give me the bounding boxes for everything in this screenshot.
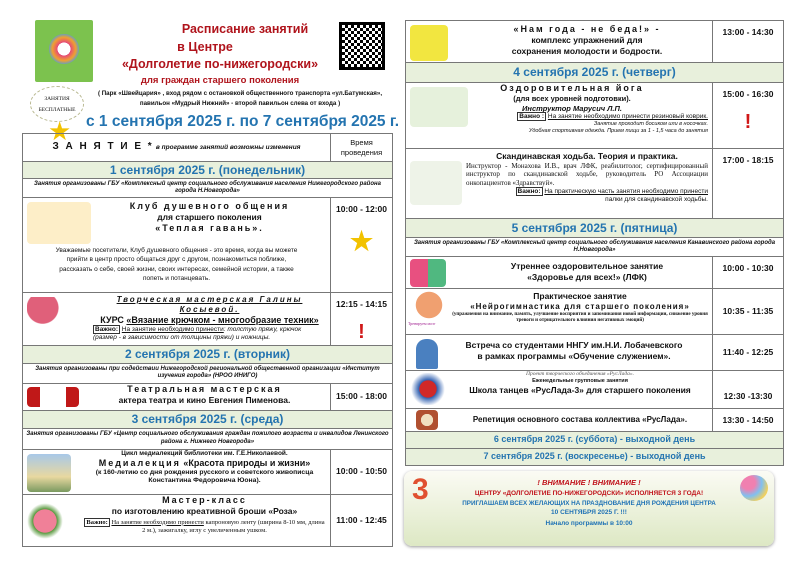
time-value: 15:00 - 16:30 xyxy=(722,89,774,99)
table-row xyxy=(23,494,393,546)
organizer-1: Занятия организованы ГБУ «Комплексный центр социального обслуживания населения Нижегородского района города Н.Новгорода» xyxy=(23,179,393,198)
table-row xyxy=(406,289,784,335)
logo xyxy=(35,20,93,82)
time-value: 12:15 - 14:15 xyxy=(335,299,388,309)
important-text: На практическую часть занятия необходимо принести xyxy=(544,187,708,195)
table-row xyxy=(406,83,784,149)
ruslada-logo xyxy=(416,410,438,430)
club-subtitle: для старшего поколения xyxy=(157,212,262,223)
painting-image xyxy=(27,454,71,492)
brain-caption: Тренируем мозг xyxy=(408,321,436,326)
lecture-note: (к 160-летию со дня рождения русского и советского живописца Константина Федоровича Юона). xyxy=(95,469,314,485)
time-value: 11:40 - 12:25 xyxy=(713,335,784,371)
time-value: 10:00 - 12:00 xyxy=(335,204,388,214)
rehearsal-title: Репетиция основного состава коллектива «РусЛада». xyxy=(472,415,688,424)
title-line-3: «Долголетие по-нижегородски» xyxy=(121,57,319,71)
course-label: КУРС xyxy=(100,315,124,325)
lecture-title: «Красота природы и жизни» xyxy=(183,457,311,468)
table-row xyxy=(23,198,393,293)
day-header-1: 1 сентября 2025 г. (понедельник) xyxy=(23,162,393,179)
theatre-curtain-image xyxy=(27,387,79,407)
time-value: 12:30 -13:30 xyxy=(713,371,784,409)
rose-image xyxy=(27,503,63,539)
club-title: Клуб душевного общения xyxy=(129,201,290,211)
masterclass-title: Мастер-класс xyxy=(162,494,247,505)
activity-header: З А Н Я Т И Е * xyxy=(52,141,154,153)
event-date: 10 СЕНТЯБРЯ 2025 Г. !!! xyxy=(551,509,627,517)
dancers-image xyxy=(410,373,446,405)
day-header-4: 4 сентября 2025 г. (четверг) xyxy=(406,63,784,83)
time-value: 10:00 - 10:50 xyxy=(331,449,393,494)
time-value: 13:00 - 14:30 xyxy=(713,21,784,63)
dance-title: Школа танцев «РусЛада-3» для старшего поколения xyxy=(469,384,691,395)
time-value: 11:00 - 12:45 xyxy=(331,494,393,546)
free-label-1: ЗАНЯТИЯ xyxy=(44,96,70,102)
day-header-3: 3 сентября 2025 г. (среда) xyxy=(23,410,393,428)
attention-line: ! ВНИМАНИЕ ! ВНИМАНИЕ ! xyxy=(537,478,641,487)
title-line-4: для граждан старшего поколения xyxy=(140,75,300,86)
neuro-subtitle: «Нейрогимнастика для старшего поколения» xyxy=(470,301,690,311)
day-header-2: 2 сентября 2025 г. (вторник) xyxy=(23,345,393,363)
exercise-subtitle: комплекс упражнений для сохранения молодости и бодрости. xyxy=(511,35,663,56)
exercise-image xyxy=(410,25,448,61)
balloons-icon xyxy=(740,475,768,501)
student-image xyxy=(416,339,438,369)
time-value: 13:30 - 14:50 xyxy=(713,409,784,432)
club-name: «Теплая гавань». xyxy=(155,222,264,233)
table-row xyxy=(406,409,784,432)
day-header-6: 6 сентября 2025 г. (суббота) - выходной день xyxy=(406,432,784,449)
course-name: «Вязание крючком - многообразие техник» xyxy=(126,315,319,325)
lecture-series: Цикл медиалекций библиотеки им. Г.Е.Николаевой. xyxy=(121,449,288,457)
table-row xyxy=(406,371,784,409)
exercise-people-image xyxy=(410,259,446,287)
important-label: Важно : xyxy=(519,113,545,120)
title-line-2: в Центре xyxy=(177,40,233,54)
table-row xyxy=(406,335,784,371)
workshop-title: Творческая мастерская Галины Косыевой. xyxy=(116,295,303,314)
exclamation-icon: ! xyxy=(358,320,365,343)
exclamation-icon: ! xyxy=(744,110,752,133)
students-title: Встреча со студентами ННГУ им.Н.И. Лобачевского xyxy=(465,340,683,350)
period: с 1 сентября 2025 г. по 7 сентября 2025 г. xyxy=(86,113,400,130)
day-header-5: 5 сентября 2025 г. (пятница) xyxy=(406,219,784,238)
time-value: 17:00 - 18:15 xyxy=(713,149,784,219)
yoga-note-2: Удобная спортивная одежда. Прием пищи за 1 - 1,5 часа до занятия xyxy=(528,128,708,134)
yarn-image xyxy=(27,297,79,333)
masterclass-subtitle: по изготовлению креативной броши «Роза» xyxy=(111,505,298,516)
address xyxy=(85,89,395,109)
schedule-table-left xyxy=(22,133,393,547)
time-header: Время проведения xyxy=(331,134,393,162)
important-text: На занятие необходимо принести xyxy=(121,326,224,334)
table-row xyxy=(406,149,784,219)
table-row xyxy=(23,449,393,494)
table-header-row xyxy=(23,134,393,162)
theatre-subtitle: актера театра и кино Евгения Пименова. xyxy=(118,394,291,405)
club-description: Уважаемые посетители, Клуб душевного общения - это время, когда вы можете прийти в центр просто общаться друг с другом, познакомиться поближе, рассказать о себе, своей жизни, своих интересах, семейной истории, а также попеть и потанцевать. xyxy=(55,247,298,283)
changes-note: в программе занятий возможны изменения xyxy=(155,144,301,152)
table-row xyxy=(406,21,784,63)
three-number-icon: 3 xyxy=(412,473,429,506)
time-value: 10:00 - 10:30 xyxy=(713,257,784,289)
students-subtitle: в рамках программы «Обучение служением». xyxy=(477,350,671,361)
important-details: капроновую ленту (ширина 8-10 мм, длина 2 м.), зажигалку, иглу с увеличенным ушком. xyxy=(142,518,325,534)
neuro-title: Практическое занятие xyxy=(533,291,627,301)
neuro-description: (упражнения на внимание, память, улучшение восприятия и запоминания новой информации, снижение уровня тревоги и отрицательного влияния негативных эмоций) xyxy=(452,311,708,323)
table-row xyxy=(23,293,393,346)
important-label: Важно: xyxy=(86,518,108,526)
table-row xyxy=(406,257,784,289)
organizer-3: Занятия организованы ГБУ «Центр социального обслуживания граждан пожилого возраста и инвалидов Ленинского района г. Нижнего Новгорода» xyxy=(23,428,393,449)
anniversary-line: ЦЕНТРУ «ДОЛГОЛЕТИЕ ПО-НИЖЕГОРОДСКИ» ИСПОЛНЯЕТСЯ 3 ГОДА! xyxy=(474,489,704,497)
important-details: палки для скандинавской ходьбы. xyxy=(605,196,708,203)
organizer-5: Занятия организованы ГБУ «Комплексный центр социального обслуживания населения Канавинского района города Н.Новгорода» xyxy=(406,238,784,257)
qr-code xyxy=(339,22,385,70)
time-value: 15:00 - 18:00 xyxy=(331,383,393,410)
anniversary-banner xyxy=(404,471,774,546)
star-mascot-icon: ★ xyxy=(48,116,72,146)
important-text: На занятие необходимо принести xyxy=(111,518,204,526)
yoga-instructor: Инструктор Марусич Л.П. xyxy=(522,103,622,113)
nordic-instructor: Инструктор - Монахова И.В., врач ЛФК, реабилитолог, сертифицированный инструктор по скандинавской ходьбе, руководитель РО Ассоциации онкопациентов «Здравствуй». xyxy=(466,161,708,188)
nordic-title: Скандинавская ходьба. Теория и практика. xyxy=(496,151,678,161)
yoga-image xyxy=(410,87,468,127)
title-line-1: Расписание занятий xyxy=(181,22,309,36)
star-mascot-icon: ★ xyxy=(349,225,374,256)
brain-image xyxy=(410,291,448,319)
address-line-2: павильон «Мудрый Нижний» - второй павильон слева от входа ) xyxy=(139,99,341,107)
important-details: : толстую пряжу, крючок (размер - в зависимости от толщины пряжи) и ножницы. xyxy=(93,326,302,342)
nordic-walking-image xyxy=(410,161,462,205)
organizer-2: Занятия организованы при содействии Нижегородской региональной общественной организации «Институт изучения города» (НРОО ИНИГО) xyxy=(23,363,393,383)
theatre-title: Театральная мастерская xyxy=(127,383,282,394)
important-label: Важно: xyxy=(517,187,541,195)
exercise-title: «Нам года - не беда!» - xyxy=(513,24,661,34)
invitation-line: ПРИГЛАШАЕМ ВСЕХ ЖЕЛАЮЩИХ НА ПРАЗДНОВАНИЕ ДНЯ РОЖДЕНИЯ ЦЕНТРА xyxy=(462,499,716,507)
yoga-note-1: Занятие проходит босиком или в носочках. xyxy=(593,121,708,128)
dance-project: Проект творческого объединения «РусЛада». xyxy=(526,371,634,377)
tea-party-image xyxy=(27,202,91,244)
morning-title: Утреннее оздоровительное занятие xyxy=(510,261,664,271)
yoga-level: (для всех уровней подготовки). xyxy=(513,94,631,104)
address-line-1: ( Парк «Швейцария» , вход рядом с остановкой общественного транспорта «ул.Батумская», xyxy=(97,90,383,97)
day-header-7: 7 сентября 2025 г. (воскресенье) - выходной день xyxy=(406,449,784,466)
morning-subtitle: «Здоровье для всех!» (ЛФК) xyxy=(527,271,647,282)
schedule-table-right xyxy=(405,20,784,466)
important-label: Важно: xyxy=(95,326,118,334)
dance-frequency: Еженедельные групповые занятия xyxy=(532,377,628,384)
important-text: На занятие необходимо принести резиновый коврик. xyxy=(547,113,708,120)
lecture-label: Медиалекция xyxy=(98,457,181,468)
program-start: Начало программы в 10:00 xyxy=(545,519,633,527)
free-label-2: БЕСПЛАТНЫЕ xyxy=(38,107,76,113)
yoga-title: Оздоровительная йога xyxy=(500,83,644,93)
time-value: 10:35 - 11:35 xyxy=(713,289,784,335)
table-row xyxy=(23,383,393,410)
